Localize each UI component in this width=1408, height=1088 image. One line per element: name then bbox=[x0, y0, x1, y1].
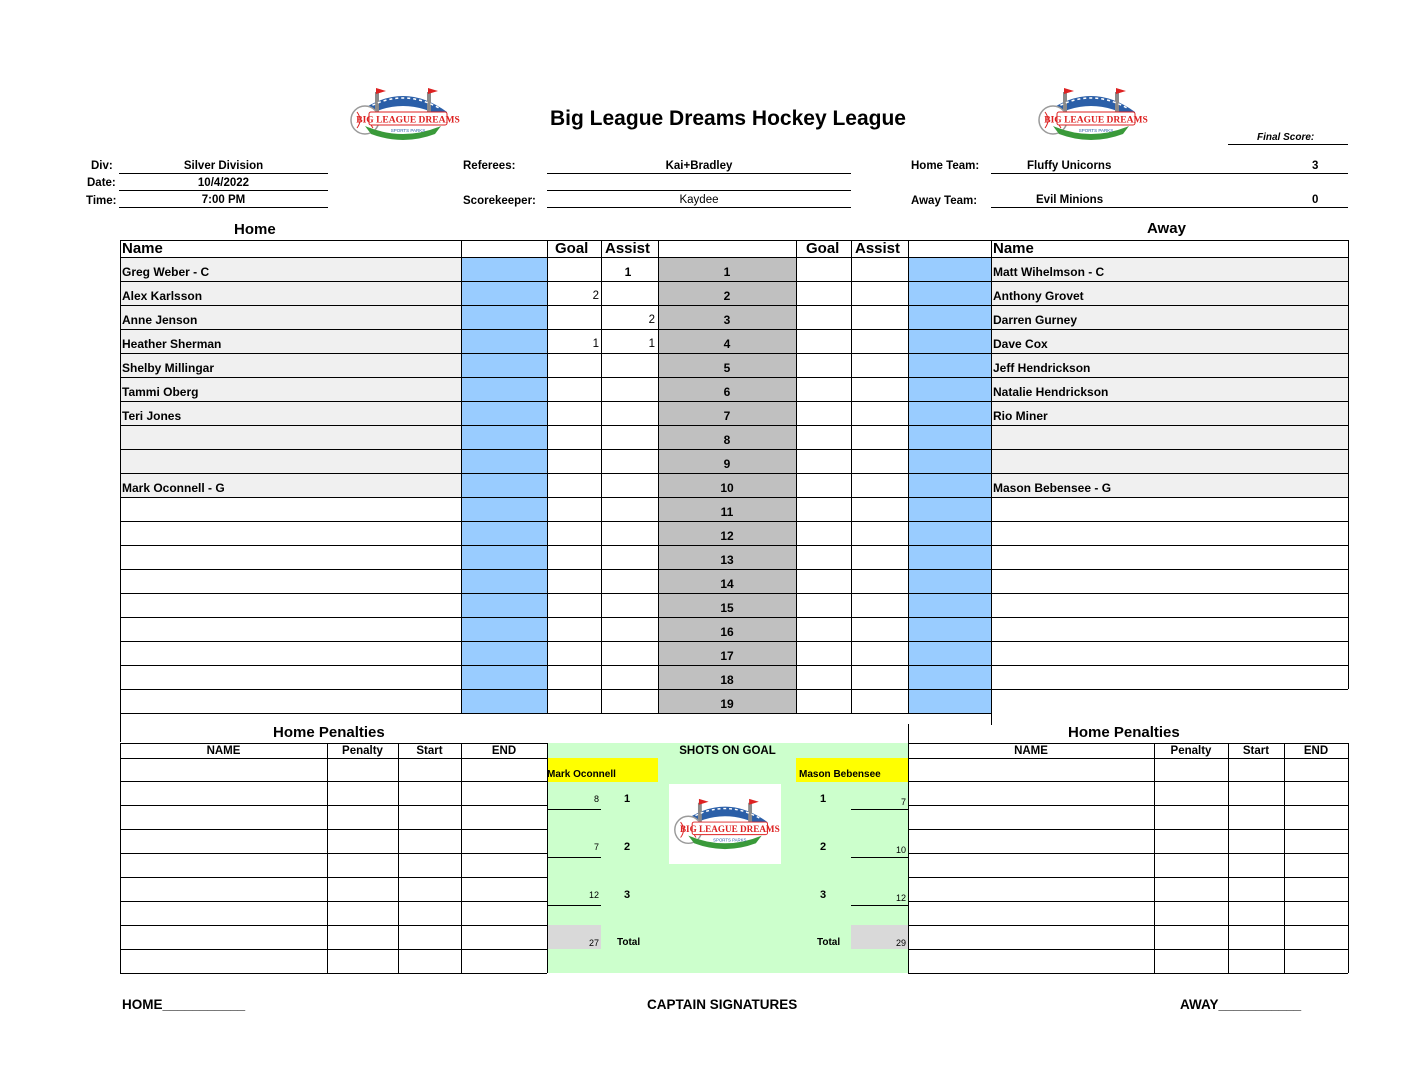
away-name-cell bbox=[991, 425, 1348, 449]
away-entry-cell bbox=[908, 641, 991, 665]
home-entry-cell bbox=[461, 329, 547, 353]
grid-line bbox=[908, 240, 909, 713]
grid-line bbox=[120, 949, 547, 950]
jersey-number: 13 bbox=[720, 553, 734, 567]
home-period-shots: 8 bbox=[593, 794, 599, 804]
home-total-shots: 27 bbox=[588, 938, 599, 948]
grid-line bbox=[120, 240, 1348, 241]
jersey-number: 11 bbox=[720, 505, 734, 519]
referees-blank-line bbox=[547, 176, 851, 191]
grid-line bbox=[120, 853, 547, 854]
home-entry-cell bbox=[461, 641, 547, 665]
grid-line bbox=[851, 240, 852, 713]
home-period-shots: 7 bbox=[593, 842, 599, 852]
jersey-number: 2 bbox=[723, 289, 731, 303]
home-entry-cell bbox=[461, 569, 547, 593]
grid-line bbox=[120, 743, 121, 973]
jersey-number: 10 bbox=[720, 481, 734, 495]
home-entry-cell bbox=[461, 425, 547, 449]
grid-line bbox=[461, 743, 462, 973]
away-signature: AWAY___________ bbox=[1180, 997, 1302, 1012]
grid-line bbox=[908, 829, 1348, 830]
jersey-number: 5 bbox=[723, 361, 731, 375]
away-entry-cell bbox=[908, 569, 991, 593]
grid-line bbox=[120, 713, 991, 714]
away-player-name: Natalie Hendrickson bbox=[993, 385, 1109, 399]
away-entry-cell bbox=[908, 329, 991, 353]
away-entry-cell bbox=[908, 281, 991, 305]
away-entry-cell bbox=[908, 473, 991, 497]
home-player-name: Mark Oconnell - G bbox=[122, 481, 225, 495]
grid-line bbox=[461, 240, 462, 713]
away-label: Away bbox=[1147, 220, 1186, 237]
referees-value: Kai+Bradley bbox=[547, 159, 851, 174]
home-assist-header: Assist bbox=[605, 240, 651, 257]
away-entry-cell bbox=[908, 497, 991, 521]
away-period-shots: 10 bbox=[895, 845, 906, 855]
away-name-cell bbox=[991, 449, 1348, 473]
home-name-cell bbox=[120, 425, 461, 449]
grid-line bbox=[120, 257, 1348, 258]
home-entry-cell bbox=[461, 449, 547, 473]
grid-line bbox=[547, 240, 548, 713]
away-assist-header: Assist bbox=[855, 240, 901, 257]
home-period-label: 2 bbox=[624, 841, 631, 853]
away-period-shots: 12 bbox=[895, 893, 906, 903]
away-shots-line bbox=[851, 857, 908, 858]
home-assist-count: 2 bbox=[648, 314, 655, 326]
home-goal-count: 1 bbox=[592, 338, 599, 350]
grid-line bbox=[1228, 743, 1229, 973]
referees-label: Referees: bbox=[463, 160, 516, 172]
jersey-number: 14 bbox=[720, 577, 734, 591]
grid-line bbox=[908, 877, 1348, 878]
time-value: 7:00 PM bbox=[119, 193, 328, 208]
time-label: Time: bbox=[86, 195, 117, 207]
away-entry-cell bbox=[908, 593, 991, 617]
home-score: 3 bbox=[1312, 160, 1319, 172]
home-label: Home bbox=[234, 221, 276, 238]
home-goalie-name: Mark Oconnell bbox=[547, 769, 616, 780]
home-entry-cell bbox=[461, 545, 547, 569]
scorekeeper-label: Scorekeeper: bbox=[463, 195, 536, 207]
home-entry-cell bbox=[461, 497, 547, 521]
grid-line bbox=[908, 949, 1348, 950]
home-entry-cell bbox=[461, 353, 547, 377]
grid-line bbox=[120, 713, 121, 742]
grid-line bbox=[398, 743, 399, 973]
home-entry-cell bbox=[461, 473, 547, 497]
shots-on-goal-title: SHOTS ON GOAL bbox=[679, 745, 776, 757]
away-name-header: Name bbox=[993, 240, 1034, 257]
div-label: Div: bbox=[91, 160, 113, 172]
away-entry-cell bbox=[908, 545, 991, 569]
away-player-name: Anthony Grovet bbox=[993, 289, 1084, 303]
away-entry-cell bbox=[908, 257, 991, 281]
home-entry-cell bbox=[461, 401, 547, 425]
right-penalty-end-header: END bbox=[1303, 745, 1329, 757]
away-score: 0 bbox=[1312, 194, 1319, 206]
away-period-label: 3 bbox=[820, 889, 827, 901]
away-team-label: Away Team: bbox=[911, 195, 978, 207]
away-shots-line bbox=[851, 809, 908, 810]
home-player-name: Heather Sherman bbox=[122, 337, 222, 351]
jersey-number: 8 bbox=[723, 433, 731, 447]
away-entry-cell bbox=[908, 617, 991, 641]
scorekeeper-value: Kaydee bbox=[547, 193, 851, 208]
captain-signatures-label: CAPTAIN SIGNATURES bbox=[647, 997, 798, 1012]
final-score-label: Final Score: bbox=[1257, 132, 1315, 143]
grid-line bbox=[120, 877, 547, 878]
right-penalty-name-header: NAME bbox=[1014, 745, 1048, 757]
away-entry-cell bbox=[908, 449, 991, 473]
jersey-number: 6 bbox=[723, 385, 731, 399]
away-period-label: 2 bbox=[820, 841, 827, 853]
grid-line bbox=[908, 973, 1348, 974]
away-total-label: Total bbox=[817, 937, 841, 948]
grid-line bbox=[991, 689, 1348, 690]
home-team-value: Fluffy Unicorns bbox=[1027, 160, 1112, 172]
away-entry-cell bbox=[908, 377, 991, 401]
away-entry-cell bbox=[908, 401, 991, 425]
page-title: Big League Dreams Hockey League bbox=[550, 107, 906, 130]
home-entry-cell bbox=[461, 305, 547, 329]
home-player-name: Alex Karlsson bbox=[122, 289, 203, 303]
away-entry-cell bbox=[908, 521, 991, 545]
jersey-number: 9 bbox=[723, 457, 731, 471]
grid-line bbox=[120, 781, 547, 782]
jersey-number: 15 bbox=[720, 601, 734, 615]
grid-line bbox=[327, 743, 328, 973]
grid-line bbox=[908, 781, 1348, 782]
home-team-line bbox=[991, 159, 1348, 174]
jersey-number: 3 bbox=[723, 313, 731, 327]
away-player-name: Matt Wihelmson - C bbox=[993, 265, 1105, 279]
home-entry-cell bbox=[461, 617, 547, 641]
home-player-name: Teri Jones bbox=[122, 409, 182, 423]
grid-line bbox=[908, 724, 909, 744]
home-period-label: 1 bbox=[624, 793, 631, 805]
right-penalties-title: Home Penalties bbox=[1068, 724, 1180, 741]
away-entry-cell bbox=[908, 305, 991, 329]
jersey-number: 16 bbox=[720, 625, 734, 639]
grid-line bbox=[908, 853, 1348, 854]
home-player-name: Tammi Oberg bbox=[122, 385, 199, 399]
away-goalie-name: Mason Bebensee bbox=[799, 769, 881, 780]
home-entry-cell bbox=[461, 521, 547, 545]
home-entry-cell bbox=[461, 689, 547, 713]
home-total-label: Total bbox=[617, 937, 641, 948]
jersey-number: 17 bbox=[720, 649, 734, 663]
away-entry-cell bbox=[908, 353, 991, 377]
shots-logo bbox=[669, 784, 781, 864]
jersey-number: 18 bbox=[720, 673, 734, 687]
away-period-label: 1 bbox=[820, 793, 827, 805]
home-player-name: Shelby Millingar bbox=[122, 361, 215, 375]
left-penalty-end-header: END bbox=[491, 745, 517, 757]
grid-line bbox=[1348, 240, 1349, 689]
jersey-number: 4 bbox=[723, 337, 731, 351]
grid-line bbox=[120, 973, 547, 974]
home-entry-cell bbox=[461, 665, 547, 689]
away-player-name: Jeff Hendrickson bbox=[993, 361, 1091, 375]
home-team-label: Home Team: bbox=[911, 160, 980, 172]
home-player-name: Greg Weber - C bbox=[122, 265, 210, 279]
grid-line bbox=[120, 758, 547, 759]
shots-logo-graphic bbox=[669, 784, 781, 864]
grid-line bbox=[908, 925, 1348, 926]
away-player-name: Rio Miner bbox=[993, 409, 1048, 423]
away-goal-header: Goal bbox=[806, 240, 840, 257]
away-player-name: Mason Bebensee - G bbox=[993, 481, 1112, 495]
grid-line bbox=[1348, 743, 1349, 973]
grid-line bbox=[908, 743, 909, 973]
grid-line bbox=[1154, 743, 1155, 973]
jersey-number: 19 bbox=[720, 697, 734, 711]
home-entry-cell bbox=[461, 377, 547, 401]
left-penalty-start-header: Start bbox=[416, 745, 443, 757]
away-team-value: Evil Minions bbox=[1036, 194, 1104, 206]
away-entry-cell bbox=[908, 665, 991, 689]
home-shots-line bbox=[547, 809, 601, 810]
left-penalties-title: Home Penalties bbox=[273, 724, 385, 741]
away-player-name: Dave Cox bbox=[993, 337, 1048, 351]
jersey-number: 1 bbox=[723, 265, 731, 279]
home-name-cell bbox=[120, 449, 461, 473]
div-value: Silver Division bbox=[119, 159, 328, 174]
left-penalty-name-header: NAME bbox=[206, 745, 241, 757]
away-entry-cell bbox=[908, 689, 991, 713]
home-entry-cell bbox=[461, 257, 547, 281]
home-assist-count: 1 bbox=[648, 338, 655, 350]
home-goal-count: 2 bbox=[592, 290, 599, 302]
grid-line bbox=[120, 901, 547, 902]
home-period-shots: 12 bbox=[588, 890, 599, 900]
final-score-line bbox=[1228, 144, 1348, 145]
grid-line bbox=[908, 758, 1348, 759]
grid-line bbox=[120, 805, 547, 806]
left-penalty-type-header: Penalty bbox=[342, 745, 383, 757]
home-entry-cell bbox=[461, 593, 547, 617]
grid-line bbox=[120, 829, 547, 830]
grid-line bbox=[908, 805, 1348, 806]
away-shots-line bbox=[851, 905, 908, 906]
away-period-shots: 7 bbox=[900, 797, 906, 807]
home-player-name: Anne Jenson bbox=[122, 313, 198, 327]
grid-line bbox=[120, 925, 547, 926]
home-shots-line bbox=[547, 905, 601, 906]
away-entry-cell bbox=[908, 425, 991, 449]
jersey-number: 12 bbox=[720, 529, 734, 543]
right-penalty-type-header: Penalty bbox=[1170, 745, 1212, 757]
away-player-name: Darren Gurney bbox=[993, 313, 1078, 327]
home-name-header: Name bbox=[122, 240, 163, 257]
right-penalty-start-header: Start bbox=[1242, 745, 1270, 757]
home-shots-line bbox=[547, 857, 601, 858]
away-team-line bbox=[991, 193, 1348, 208]
home-signature: HOME___________ bbox=[122, 997, 246, 1012]
away-total-shots: 29 bbox=[895, 938, 906, 948]
grid-line bbox=[796, 240, 797, 713]
home-period-label: 3 bbox=[624, 889, 631, 901]
home-entry-cell bbox=[461, 281, 547, 305]
home-assist-count: 1 bbox=[624, 265, 632, 279]
home-goal-header: Goal bbox=[555, 240, 589, 257]
date-label: Date: bbox=[87, 177, 116, 189]
grid-line bbox=[908, 901, 1348, 902]
date-value: 10/4/2022 bbox=[119, 176, 328, 191]
jersey-number: 7 bbox=[723, 409, 731, 423]
grid-line bbox=[1284, 743, 1285, 973]
